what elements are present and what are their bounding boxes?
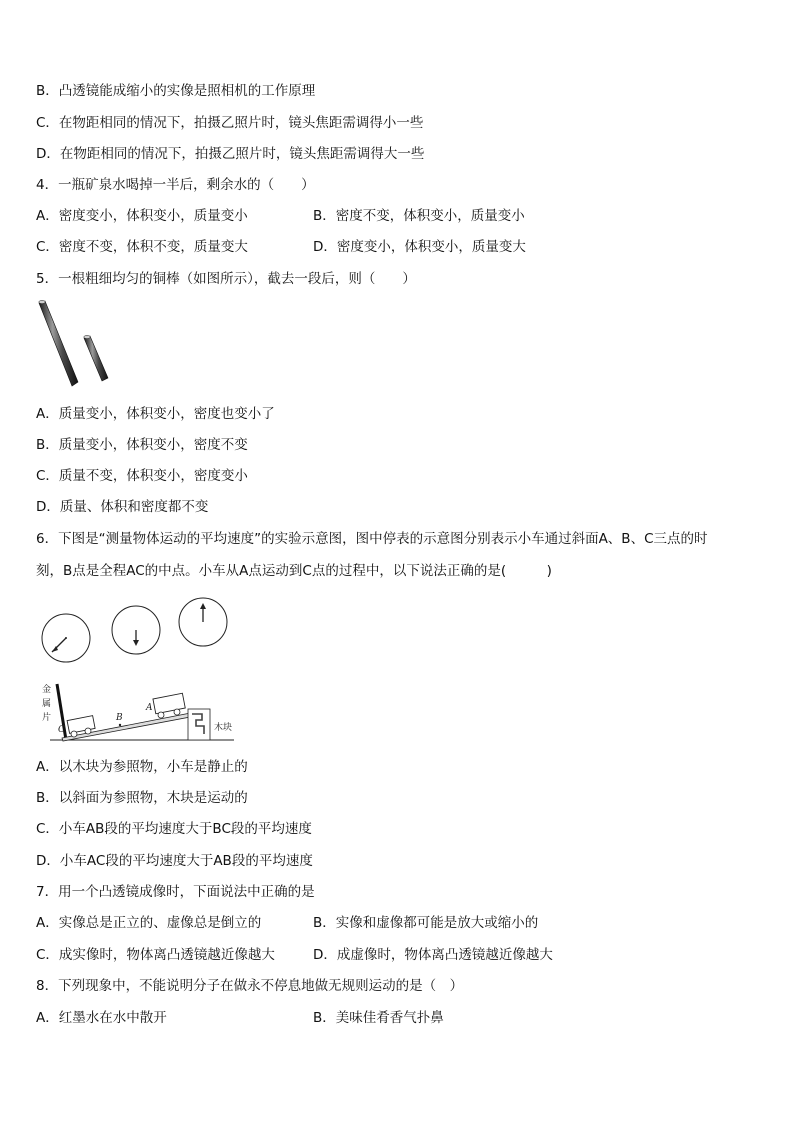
stopwatch-c-icon [42, 614, 90, 662]
long-rod [39, 300, 78, 386]
q6-option-a: A．以木块为参照物，小车是静止的 [36, 759, 248, 775]
q5-option-d: D．质量、体积和密度都不变 [36, 499, 209, 515]
q4-option-a: A．密度变小，体积变小，质量变小 [36, 208, 248, 224]
q6-stem-line2: 刻，B点是全程AC的中点。小车从A点运动到C点的过程中，以下说法正确的是( ) [36, 563, 552, 579]
average-speed-experiment-figure [36, 592, 246, 746]
q7-stem: 7．用一个凸透镜成像时，下面说法中正确的是 [36, 884, 315, 900]
q3-option-c: C．在物距相同的情况下，拍摄乙照片时，镜头焦距需调得小一些 [36, 115, 424, 131]
q5-option-c: C．质量不变，体积变小，密度变小 [36, 468, 248, 484]
q4-option-d: D．密度变小，体积变小，质量变大 [313, 239, 526, 255]
q8-option-a: A．红墨水在水中散开 [36, 1010, 167, 1026]
point-b-label: B [116, 713, 123, 723]
metal-label-3: 片 [42, 713, 52, 723]
cart-at-a [153, 693, 185, 718]
q8-stem: 8．下列现象中，不能说明分子在做永不停息地做无规则运动的是（ ） [36, 978, 464, 994]
q6-option-c: C．小车AB段的平均速度大于BC段的平均速度 [36, 821, 312, 837]
q4-option-c: C．密度不变，体积不变，质量变大 [36, 239, 248, 255]
block-label: 木块 [214, 723, 233, 733]
q5-stem: 5．一根粗细均匀的铜棒（如图所示），截去一段后，则（ ） [36, 271, 416, 287]
q7-option-b: B．实像和虚像都可能是放大或缩小的 [313, 915, 539, 931]
q4-stem: 4．一瓶矿泉水喝掉一半后，剩余水的（ ） [36, 177, 315, 193]
short-rod [84, 335, 108, 381]
copper-rod-figure [36, 298, 116, 390]
q5-option-b: B．质量变小，体积变小，密度不变 [36, 437, 248, 453]
q3-option-d: D．在物距相同的情况下，拍摄乙照片时，镜头焦距需调得大一些 [36, 146, 425, 162]
metal-label-2: 属 [42, 699, 52, 709]
q7-option-c: C．成实像时，物体离凸透镜越近像越大 [36, 947, 275, 963]
point-c-label: C [58, 725, 65, 735]
q7-option-d: D．成虚像时，物体离凸透镜越近像越大 [313, 947, 553, 963]
q5-option-a: A．质量变小，体积变小，密度也变小了 [36, 406, 275, 422]
q6-option-b: B．以斜面为参照物，木块是运动的 [36, 790, 248, 806]
q6-option-d: D．小车AC段的平均速度大于AB段的平均速度 [36, 853, 313, 869]
q8-option-b: B．美味佳肴香气扑鼻 [313, 1010, 444, 1026]
q4-option-b: B．密度不变，体积变小，质量变小 [313, 208, 525, 224]
stopwatch-a-icon [179, 598, 227, 646]
q7-option-a: A．实像总是正立的、虚像总是倒立的 [36, 915, 262, 931]
q3-option-b: B．凸透镜能成缩小的实像是照相机的工作原理 [36, 83, 316, 99]
point-a-label: A [146, 703, 153, 713]
stopwatch-b-icon [112, 606, 160, 654]
metal-label-1: 金 [42, 685, 52, 695]
q6-stem-line1: 6．下图是“测量物体运动的平均速度”的实验示意图，图中停表的示意图分别表示小车通过斜面A、B、C三点的时 [36, 531, 708, 547]
